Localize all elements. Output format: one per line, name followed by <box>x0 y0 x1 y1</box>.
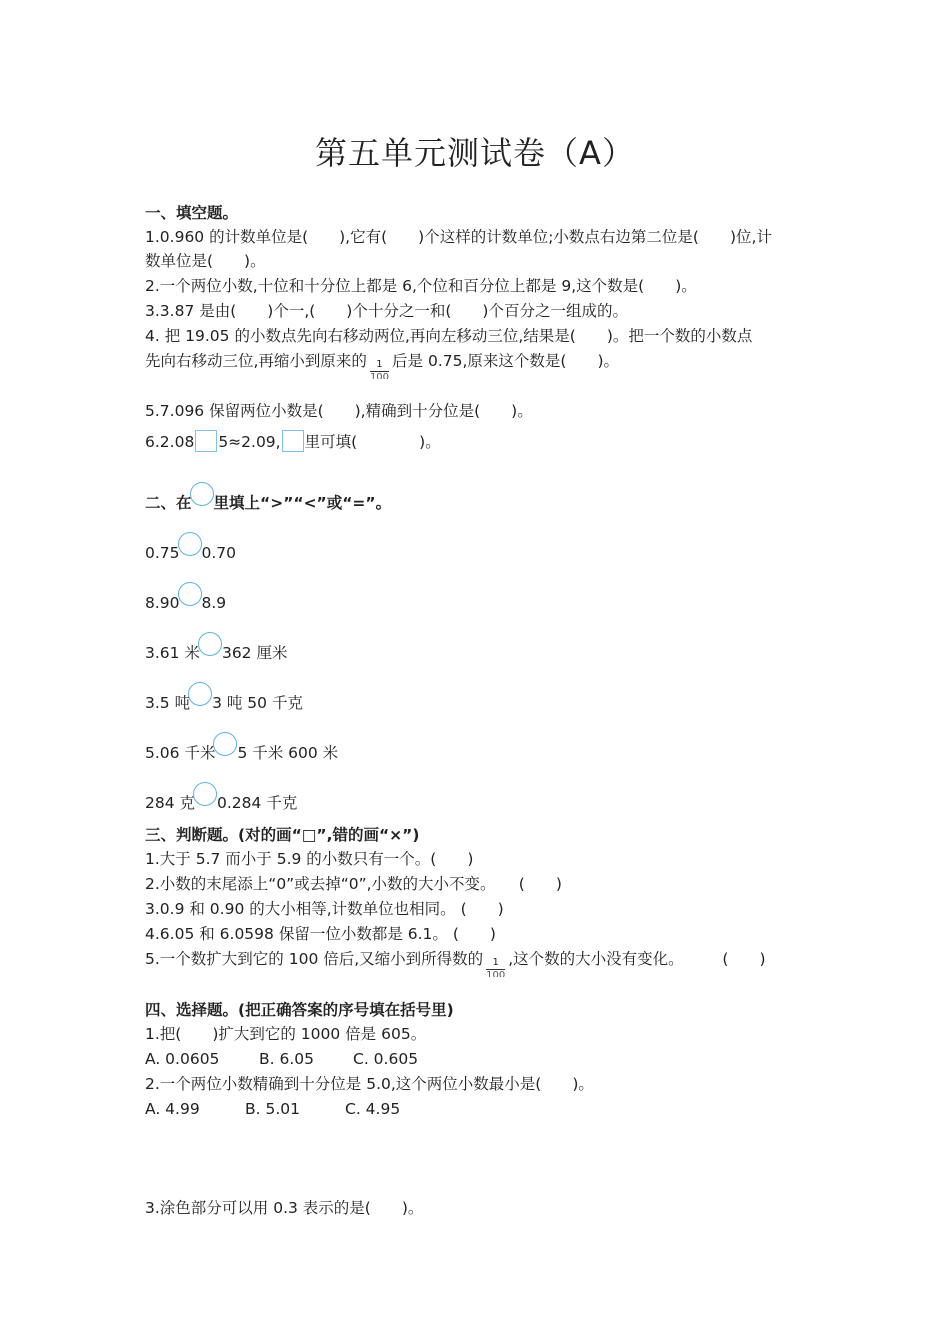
option-b[interactable]: B. 5.01 <box>245 1100 300 1118</box>
section2-heading-pre: 二、在 <box>145 494 192 512</box>
compare-circle[interactable] <box>193 782 217 806</box>
fraction-numerator: 1 <box>376 359 383 370</box>
compare-item <box>145 682 303 713</box>
compare-right: 0.70 <box>201 544 237 562</box>
compare-left: 3.5 吨 <box>145 694 191 712</box>
fraction-denominator: 100 <box>486 970 506 977</box>
question-1-2: 2.一个两位小数,十位和十分位上都是 6,个位和百分位上都是 9,这个数是( )。 <box>145 277 697 295</box>
compare-item <box>145 582 226 613</box>
compare-item <box>145 532 236 563</box>
compare-right: 362 厘米 <box>221 644 288 662</box>
compare-right: 3 吨 50 千克 <box>212 694 303 712</box>
section4-heading: 四、选择题。(把正确答案的序号填在括号里) <box>145 1001 454 1019</box>
compare-item <box>145 632 287 663</box>
section2-heading-post: 里填上“>”“<”或“=”。 <box>213 494 392 512</box>
question-1-4-text-post: 后是 0.75,原来这个数是( )。 <box>392 352 619 370</box>
circle-icon <box>190 482 214 506</box>
option-b[interactable]: B. 6.05 <box>259 1050 314 1068</box>
question-1-6-text-mid: 5≈2.09, <box>218 433 281 451</box>
question-3-2: 2.小数的末尾添上“0”或去掉“0”,小数的大小不变。 ( ) <box>145 875 562 893</box>
compare-right: 5 千米 600 米 <box>237 744 339 762</box>
question-3-5-text-pre: 5.一个数扩大到它的 100 倍后,又缩小到所得数的 <box>145 950 484 968</box>
question-3-3: 3.0.9 和 0.90 的大小相等,计数单位也相同。 ( ) <box>145 900 504 918</box>
question-4-3: 3.涂色部分可以用 0.3 表示的是( )。 <box>145 1199 424 1217</box>
compare-item <box>145 782 297 813</box>
question-1-6-text-pre: 6.2.08 <box>145 433 195 451</box>
question-4-2-options <box>145 1099 400 1119</box>
compare-left: 8.90 <box>145 594 180 612</box>
option-c[interactable]: C. 0.605 <box>353 1050 419 1068</box>
fraction-one-hundredth <box>486 957 505 977</box>
compare-right: 8.9 <box>201 594 227 612</box>
question-1-1-line1: 1.0.960 的计数单位是( ),它有( )个这样的计数单位;小数点右边第二位是( )位,计 <box>145 228 772 246</box>
section1-heading: 一、填空题。 <box>145 204 239 222</box>
question-1-6 <box>145 430 441 452</box>
question-3-5-text-post: ,这个数的大小没有变化。 ( ) <box>508 950 766 968</box>
question-4-2: 2.一个两位小数精确到十分位是 5.0,这个两位小数最小是( )。 <box>145 1075 594 1093</box>
compare-circle[interactable] <box>178 582 202 606</box>
compare-circle[interactable] <box>178 532 202 556</box>
option-a[interactable]: A. 0.0605 <box>145 1050 220 1068</box>
question-4-1-options <box>145 1049 418 1069</box>
fraction-denominator: 100 <box>369 372 390 379</box>
fraction-numerator: 1 <box>492 957 499 968</box>
option-a[interactable]: A. 4.99 <box>145 1100 200 1118</box>
compare-item <box>145 732 338 763</box>
question-3-5 <box>145 949 766 977</box>
option-c[interactable]: C. 4.95 <box>345 1100 401 1118</box>
question-3-1: 1.大于 5.7 而小于 5.9 的小数只有一个。( ) <box>145 850 474 868</box>
answer-box[interactable] <box>195 430 217 452</box>
fraction-one-hundredth <box>370 359 389 379</box>
question-1-4-line2 <box>145 351 619 379</box>
compare-left: 284 克 <box>145 794 196 812</box>
question-1-4-text-pre: 先向右移动三位,再缩小到原来的 <box>145 352 367 370</box>
page-title: 第五单元测试卷（A） <box>315 134 635 172</box>
question-3-4: 4.6.05 和 6.0598 保留一位小数都是 6.1。 ( ) <box>145 925 496 943</box>
question-1-6-text-post: 里可填( )。 <box>304 433 441 451</box>
question-1-4-line1: 4. 把 19.05 的小数点先向右移动两位,再向左移动三位,结果是( )。把一个数的小数点 <box>145 327 753 345</box>
question-1-5: 5.7.096 保留两位小数是( ),精确到十分位是( )。 <box>145 402 533 420</box>
compare-circle[interactable] <box>188 682 212 706</box>
section3-heading: 三、判断题。(对的画“□”,错的画“×”) <box>145 826 420 844</box>
question-4-1: 1.把( )扩大到它的 1000 倍是 605。 <box>145 1025 427 1043</box>
compare-right: 0.284 千克 <box>217 794 298 812</box>
answer-box[interactable] <box>282 430 304 452</box>
section2-heading <box>145 482 391 513</box>
question-1-1-line2: 数单位是( )。 <box>145 252 266 270</box>
compare-circle[interactable] <box>213 732 237 756</box>
question-1-3: 3.3.87 是由( )个一,( )个十分之一和( )个百分之一组成的。 <box>145 302 628 320</box>
compare-circle[interactable] <box>198 632 222 656</box>
compare-left: 0.75 <box>145 544 180 562</box>
compare-left: 3.61 米 <box>145 644 200 662</box>
compare-left: 5.06 千米 <box>145 744 216 762</box>
